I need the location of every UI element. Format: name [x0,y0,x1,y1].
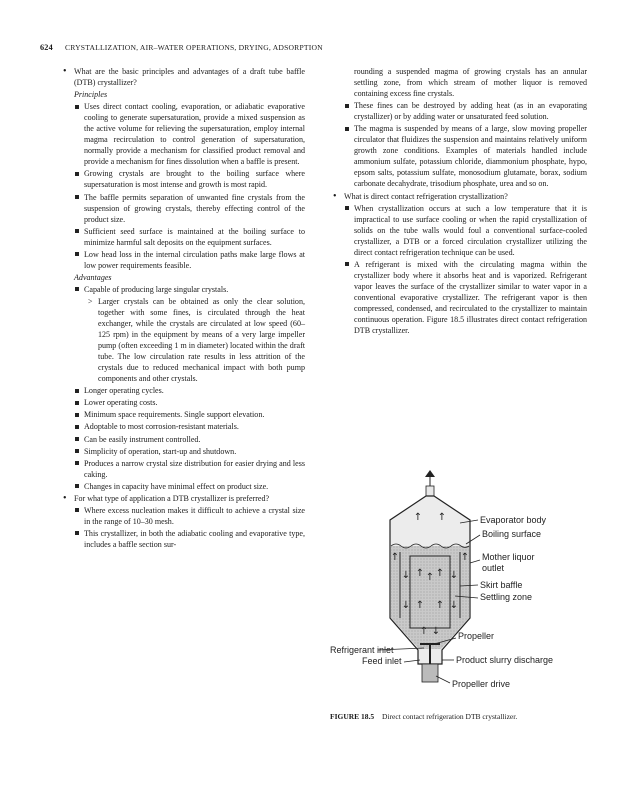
label-settling-zone: Settling zone [480,592,533,602]
list-item: Lower operating costs. [60,397,305,408]
svg-text:↓: ↓ [401,600,411,611]
figure-caption [330,712,517,721]
label-skirt-baffle: Skirt baffle [480,580,523,590]
list-item: This crystallizer, in both the adiabatic cooling and evaporative type, includes a baffle section sur- [60,528,305,550]
list-item: When crystallization occurs at such a low temperature that it is impractical to use surface cooling or when the rapid crystallization of solids on the tube walls would foul a conventional surface-cooled crystallizer, a DTB or a forced circulation crystallizer utilizing the direct contact refrigeration technique can be used. [330,203,587,258]
sub-list-item: > Larger crystals can be obtained as only the clear solution, together with some fines, is circulated through the heat exchanger, while the crystals are circulated at low speed (60–125 rpm) in the equipment by means of a very large impeller pump (often exceeding 1 m in diameter) located within the draft tube. The low circulation rate results in less attrition of the crystals due to reduced mechanical impact with both pump components and other crystals. [60,296,305,384]
vapor-outlet [425,470,435,496]
list-item: Uses direct contact cooling, evaporation, or adiabatic evaporative cooling to generate supersaturation, provide a mixed suspension as the active volume for relieving the supersaturation, employ internal magma recirculation to control generation of supersaturation, normally provide a mechanism for classified product removal and provide a mechanism for fines dissolution when a baffle is present. [60,101,305,167]
list-item: Minimum space requirements. Single support elevation. [60,409,305,420]
advantages-list [60,284,305,492]
list-item: Can be easily instrument controlled. [60,434,305,445]
list-item: Simplicity of operation, start-up and shutdown. [60,446,305,457]
question-text: • For what type of application a DTB crystallizer is preferred? [74,493,270,503]
list-item: Capable of producing large singular crystals. [60,284,305,295]
list-item: The baffle permits separation of unwanted fine crystals from the suspension of growing crystals, thereby effecting control of the product size. [60,192,305,225]
svg-text:↑: ↑ [460,552,470,563]
label-feed-inlet: Feed inlet [362,656,402,666]
svg-text:↑: ↑ [413,512,423,523]
list-item: These fines can be destroyed by adding heat (as in an evaporating crystallizer) or by adding water or unsaturated feed solution. [330,100,587,122]
list-item: Longer operating cycles. [60,385,305,396]
list-item: Adoptable to most corrosion-resistant materials. [60,421,305,432]
refrigeration-list [330,203,587,337]
svg-text:↑: ↑ [437,512,447,523]
running-header [40,43,323,52]
svg-text:↑: ↑ [415,600,425,611]
list-item: Low head loss in the internal circulation paths make large flows at low power requirements feasible. [60,249,305,271]
left-column [60,66,305,551]
question-text: • What are the basic principles and advantages of a draft tube baffle (DTB) crystallizer? [74,67,305,88]
list-item: A refrigerant is mixed with the circulating magma within the crystallizer body where it absorbs heat and is vaporized. Refrigerant vapor leaves the surface of the crystallizer similar to water vapor in a conventional evaporative crystallizer. The refrigerant vapor is then compressed, condensed, and recirculated to the crystallizer to maintain continuous operation. Figure 18.5 illustrates direct contact refrigeration DTB crystallizer. [330,259,587,336]
label-evaporator-body: Evaporator body [480,515,547,525]
page-number: 624 [40,43,53,52]
svg-text:↓: ↓ [449,570,459,581]
advantages-heading: Advantages [74,272,112,282]
svg-text:↓: ↓ [401,570,411,581]
label-propeller-drive: Propeller drive [452,679,511,689]
label-mother-liquor: Mother liquor [482,552,535,562]
crystallizer-diagram [330,468,587,708]
right-column [330,66,587,337]
label-refrigerant-inlet: Refrigerant inlet [330,645,394,655]
principles-heading: Principles [74,90,108,100]
principles-list [60,101,305,271]
svg-text:↓: ↓ [449,600,459,611]
list-item: The magma is suspended by means of a large, slow moving propeller circulator that fluidizes the suspension and maintains relatively uniform growth zone conditions. Examples of materials handled include ammonium sulfate, potassium chloride, diammonium phosphate, hypo, epsom salts, potassium sulfate, monosodium glutamate, borax, sodium carbonate decahydrate, trisodium phosphate, urea and so on. [330,123,587,189]
propeller-drive-housing [422,664,438,682]
application-list [60,505,305,550]
figure-dtb-crystallizer [330,468,587,708]
label-product-slurry: Product slurry discharge [456,655,554,665]
svg-text:↑: ↑ [415,568,425,579]
svg-text:↓: ↓ [431,626,441,637]
continued-paragraph: rounding a suspended magma of growing crystals has an annular settling zone, from which stream of mother liquor is removed containing excess fine crystals. [354,67,587,99]
caption-label: FIGURE 18.5 [330,712,375,721]
svg-text:↑: ↑ [435,600,445,611]
svg-text:↑: ↑ [390,552,400,563]
question-dtb-application [60,493,305,504]
running-title: CRYSTALLIZATION, AIR–WATER OPERATIONS, DRYING, ADSORPTION [65,43,323,52]
list-item: Sufficient seed surface is maintained at the boiling surface to minimize harmful salt deposits on the equipment surfaces. [60,226,305,248]
svg-text:↑: ↑ [425,572,435,583]
svg-text:↑: ↑ [435,568,445,579]
question-text: • What is direct contact refrigeration crystallization? [344,191,508,201]
label-mother-liquor-outlet: outlet [482,563,505,573]
question-dtb-principles [60,66,305,88]
list-item: Changes in capacity have minimal effect on product size. [60,481,305,492]
fines-list [330,100,587,189]
label-boiling-surface: Boiling surface [482,529,542,539]
question-direct-contact-refrigeration [330,191,587,202]
list-item: Produces a narrow crystal size distribution for easier drying and less caking. [60,458,305,480]
caption-text: Direct contact refrigeration DTB crystallizer. [382,712,518,721]
svg-text:↑: ↑ [419,626,429,637]
list-item: Where excess nucleation makes it difficult to achieve a crystal size in the range of 10–30 mesh. [60,505,305,527]
list-item: Growing crystals are brought to the boiling surface where supersaturation is most intense and growth is most rapid. [60,168,305,190]
label-propeller: Propeller [458,631,495,641]
